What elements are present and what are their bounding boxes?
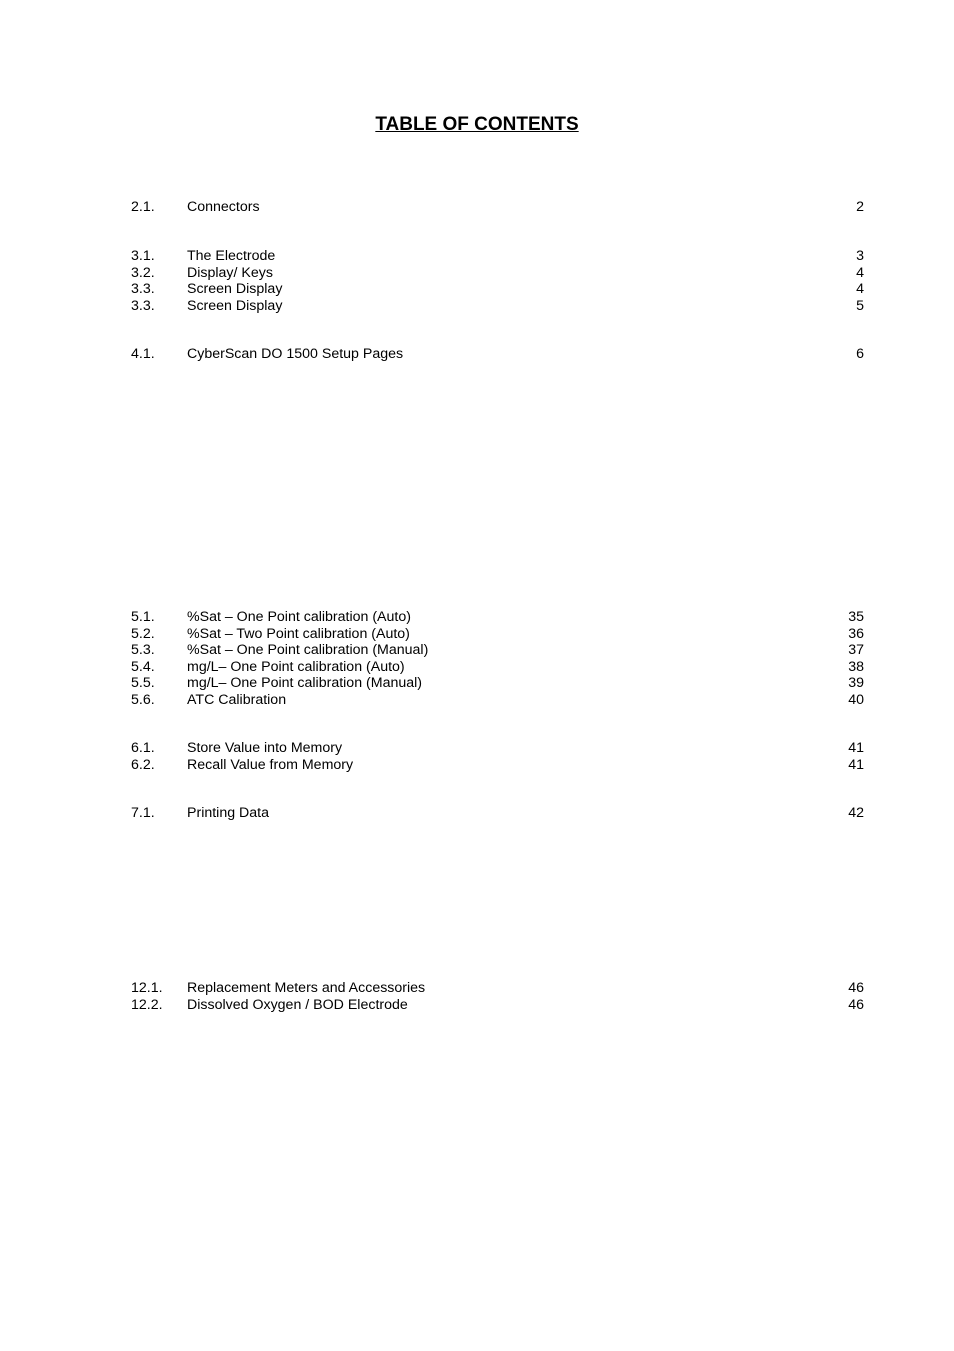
toc-section-12 (131, 980, 864, 1013)
toc-entry-title: %Sat – Two Point calibration (Auto) (187, 625, 410, 642)
toc-entry-number: 3.1. (131, 248, 155, 264)
toc-entry (131, 980, 864, 997)
toc-section-7 (131, 805, 864, 822)
toc-entry (131, 281, 864, 298)
toc-entry (131, 609, 864, 626)
toc-section-2 (131, 199, 864, 216)
toc-entry-title: %Sat – One Point calibration (Manual) (187, 642, 429, 659)
toc-entry-page: 39 (848, 675, 864, 692)
toc-entry-number: 5.5. (131, 675, 155, 692)
toc-entry (131, 199, 864, 216)
toc-entry (131, 642, 864, 659)
toc-entry (131, 626, 864, 643)
toc-entry-number: 3.3. (131, 297, 155, 314)
toc-entry-page: 46 (848, 996, 864, 1013)
toc-entry-title: Store Value into Memory (187, 740, 343, 756)
toc-entry-title: %Sat – One Point calibration (Auto) (187, 609, 411, 625)
toc-entry-page: 4 (856, 264, 864, 281)
toc-section-5 (131, 609, 864, 709)
toc-entry-number: 5.1. (131, 609, 155, 625)
toc-entry-title: Replacement Meters and Accessories (187, 980, 426, 996)
toc-entry (131, 346, 864, 363)
toc-section-3 (131, 248, 864, 314)
toc-entry-number: 6.1. (131, 740, 155, 756)
toc-entry-page: 37 (848, 642, 864, 659)
toc-entry-number: 12.2. (131, 996, 163, 1013)
toc-section-4 (131, 346, 864, 363)
toc-entry-number: 5.2. (131, 625, 155, 642)
toc-entry (131, 265, 864, 282)
toc-entry (131, 675, 864, 692)
toc-entry-page: 41 (848, 756, 864, 773)
toc-entry-number: 12.1. (131, 980, 163, 996)
toc-entry-title: mg/L– One Point calibration (Auto) (187, 658, 405, 675)
toc-entry-title: Recall Value from Memory (187, 756, 354, 773)
toc-entry-title: The Electrode (187, 248, 276, 264)
toc-entry-number: 4.1. (131, 346, 155, 362)
toc-entry-page: 35 (848, 609, 864, 625)
toc-entry-number: 3.2. (131, 264, 155, 281)
toc-entry (131, 298, 864, 315)
toc-entry-number: 5.4. (131, 658, 155, 675)
page-title: TABLE OF CONTENTS (375, 114, 579, 135)
toc-entry-title: ATC Calibration (187, 691, 287, 708)
toc-entry-number: 7.1. (131, 805, 155, 821)
toc-entry-number: 6.2. (131, 756, 155, 773)
toc-entry-title: Display/ Keys (187, 264, 273, 281)
toc-entry-title: Screen Display (187, 281, 283, 298)
toc-entry-number: 5.6. (131, 691, 155, 708)
toc-entry (131, 757, 864, 774)
toc-entry-page: 3 (856, 248, 864, 264)
toc-entry-page: 36 (848, 625, 864, 642)
toc-entry (131, 997, 864, 1014)
toc-entry-title: Printing Data (187, 805, 270, 821)
toc-entry-title: Connectors (187, 199, 260, 215)
toc-entry-page: 5 (856, 297, 864, 314)
toc-entry-title: Screen Display (187, 297, 283, 314)
toc-section-6 (131, 740, 864, 773)
toc-entry (131, 740, 864, 757)
toc-entry-number: 3.3. (131, 281, 155, 298)
toc-entry-page: 4 (856, 281, 864, 298)
toc-entry-title: mg/L– One Point calibration (Manual) (187, 675, 423, 692)
toc-entry-page: 40 (848, 691, 864, 708)
toc-entry-page: 2 (856, 199, 864, 215)
toc-entry-number: 5.3. (131, 642, 155, 659)
toc-entry-page: 42 (848, 805, 864, 821)
toc-entry (131, 805, 864, 822)
toc-entry-title: Dissolved Oxygen / BOD Electrode (187, 996, 408, 1013)
toc-entry (131, 659, 864, 676)
toc-entry-title: CyberScan DO 1500 Setup Pages (187, 346, 404, 362)
toc-entry-page: 6 (856, 346, 864, 362)
toc-entry-page: 41 (848, 740, 864, 756)
toc-entry-page: 46 (848, 980, 864, 996)
toc-entry-number: 2.1. (131, 199, 155, 215)
toc-entry (131, 692, 864, 709)
toc-entry (131, 248, 864, 265)
toc-entry-page: 38 (848, 658, 864, 675)
